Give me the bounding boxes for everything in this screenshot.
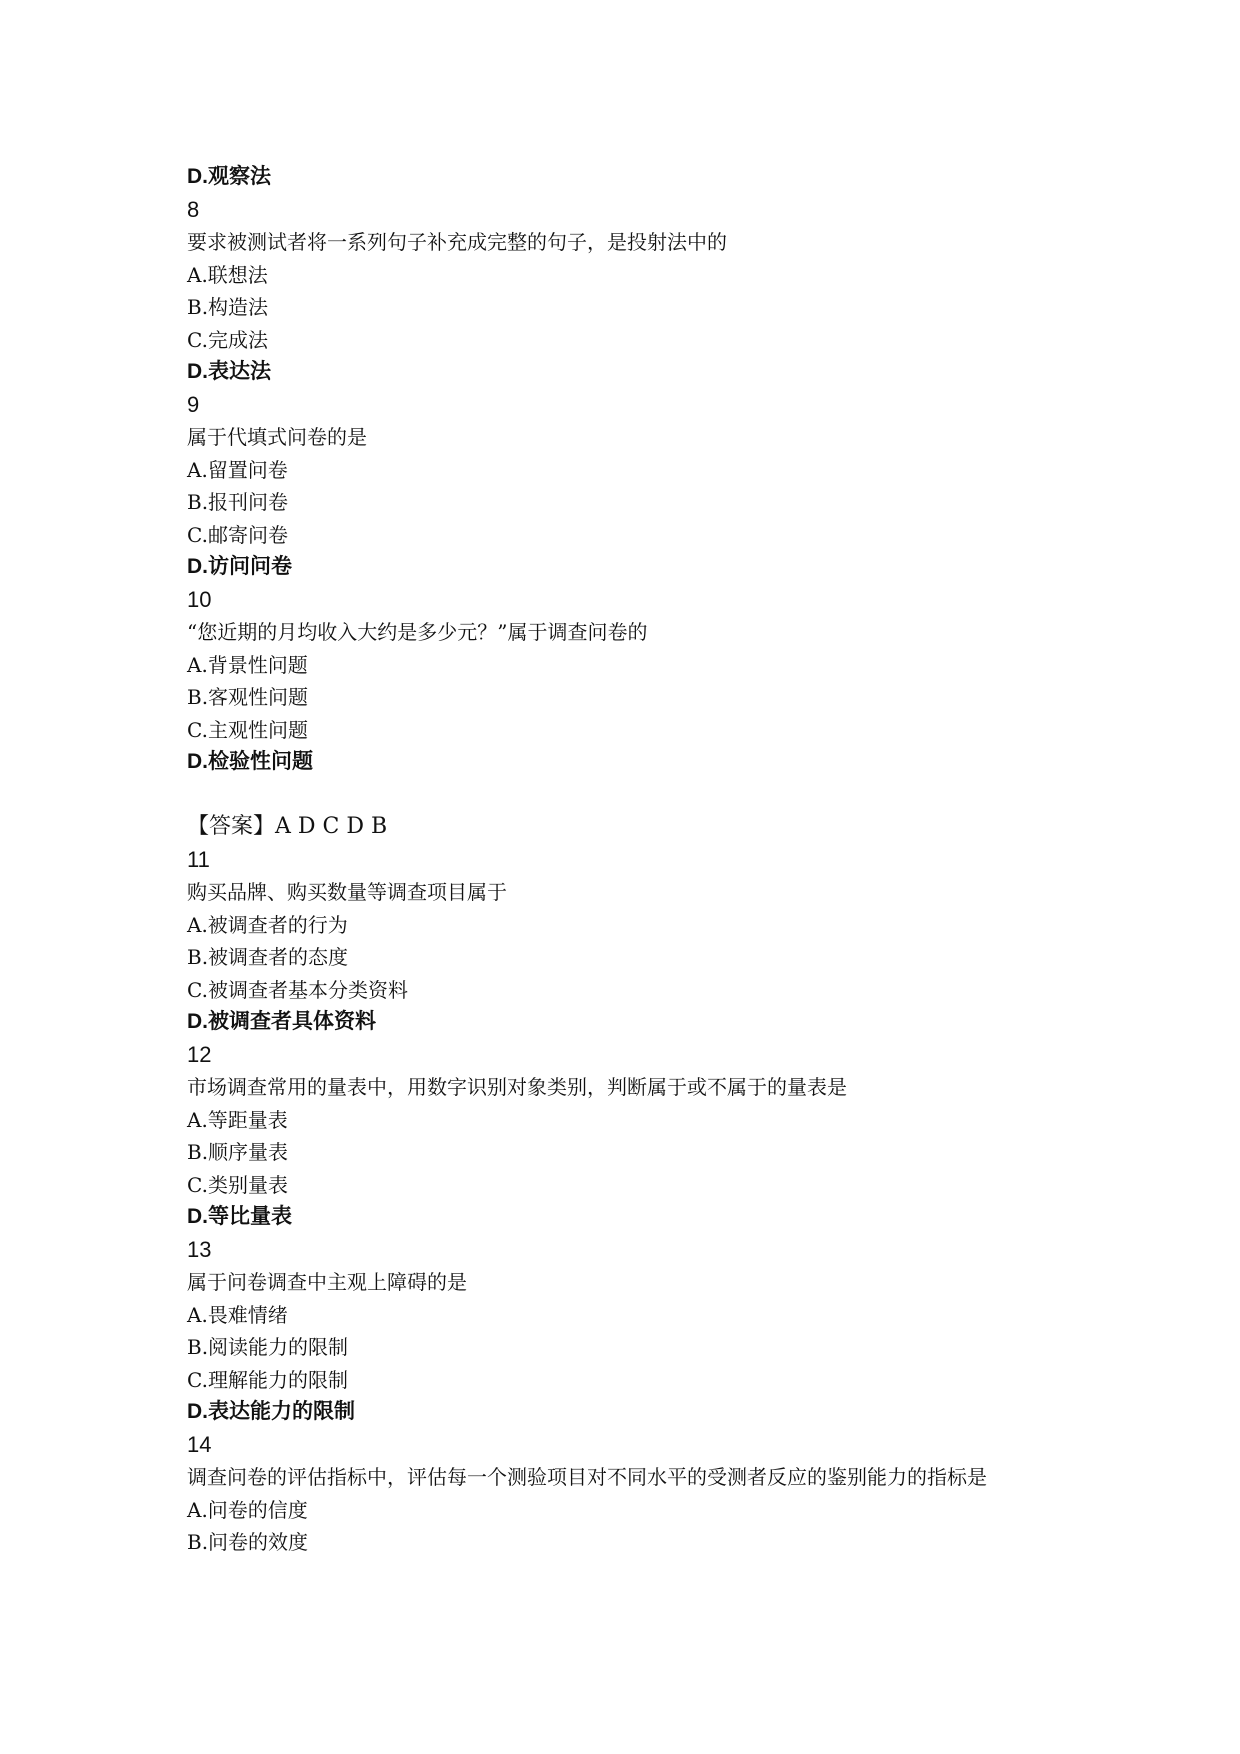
question-stem: 属于代填式问卷的是 bbox=[187, 425, 367, 449]
option-a: A.等距量表 bbox=[187, 1107, 288, 1132]
question-number: 13 bbox=[187, 1236, 212, 1262]
option-c: C.完成法 bbox=[187, 327, 268, 352]
question-number: 10 bbox=[187, 586, 212, 612]
option-d: D.访问问卷 bbox=[187, 555, 292, 578]
question-stem: 调查问卷的评估指标中，评估每一个测验项目对不同水平的受测者反应的鉴别能力的指标是 bbox=[187, 1465, 987, 1489]
option-c: C.邮寄问卷 bbox=[187, 522, 288, 547]
question-number: 11 bbox=[187, 846, 210, 872]
question-12 bbox=[187, 1039, 1067, 1234]
option-a: A.畏难情绪 bbox=[187, 1302, 288, 1327]
option-a: A.联想法 bbox=[187, 262, 268, 287]
question-number: 12 bbox=[187, 1041, 212, 1067]
option-d: D.被调查者具体资料 bbox=[187, 1010, 376, 1033]
option-d: D.表达法 bbox=[187, 360, 271, 383]
option-b: B.客观性问题 bbox=[187, 685, 309, 709]
option-d: D.观察法 bbox=[187, 165, 271, 188]
option-c: C.被调查者基本分类资料 bbox=[187, 977, 408, 1002]
option-b: B.阅读能力的限制 bbox=[187, 1335, 349, 1359]
question-14 bbox=[187, 1429, 1067, 1559]
question-stem: “您近期的月均收入大约是多少元？”属于调查问卷的 bbox=[187, 620, 648, 644]
question-stem: 购买品牌、购买数量等调查项目属于 bbox=[187, 880, 507, 904]
option-d: D.检验性问题 bbox=[187, 750, 313, 773]
document-page bbox=[187, 161, 1067, 1559]
option-b: B.构造法 bbox=[187, 295, 269, 319]
option-d: D.表达能力的限制 bbox=[187, 1400, 355, 1423]
question-number: 14 bbox=[187, 1431, 212, 1457]
option-d: D.等比量表 bbox=[187, 1205, 292, 1228]
question-stem: 属于问卷调查中主观上障碍的是 bbox=[187, 1270, 467, 1294]
question-stem: 要求被测试者将一系列句子补充成完整的句子，是投射法中的 bbox=[187, 230, 727, 254]
question-13 bbox=[187, 1234, 1067, 1429]
question-stem: 市场调查常用的量表中，用数字识别对象类别，判断属于或不属于的量表是 bbox=[187, 1075, 847, 1099]
question-number: 8 bbox=[187, 196, 200, 222]
question-8 bbox=[187, 194, 1067, 389]
option-c: C.主观性问题 bbox=[187, 717, 308, 742]
question-number: 9 bbox=[187, 391, 200, 417]
option-b: B.报刊问卷 bbox=[187, 490, 289, 514]
option-c: C.理解能力的限制 bbox=[187, 1367, 348, 1392]
question-9 bbox=[187, 389, 1067, 584]
option-b: B.顺序量表 bbox=[187, 1140, 289, 1164]
answer-key: 【答案】A D C D B bbox=[187, 814, 388, 839]
option-b: B.问卷的效度 bbox=[187, 1530, 309, 1554]
option-a: A.留置问卷 bbox=[187, 457, 288, 482]
option-c: C.类别量表 bbox=[187, 1172, 288, 1197]
option-a: A.被调查者的行为 bbox=[187, 912, 348, 937]
spacer bbox=[187, 779, 1067, 812]
option-a: A.问卷的信度 bbox=[187, 1497, 308, 1522]
question-10 bbox=[187, 584, 1067, 779]
question-11 bbox=[187, 844, 1067, 1039]
option-a: A.背景性问题 bbox=[187, 652, 308, 677]
option-b: B.被调查者的态度 bbox=[187, 945, 349, 969]
